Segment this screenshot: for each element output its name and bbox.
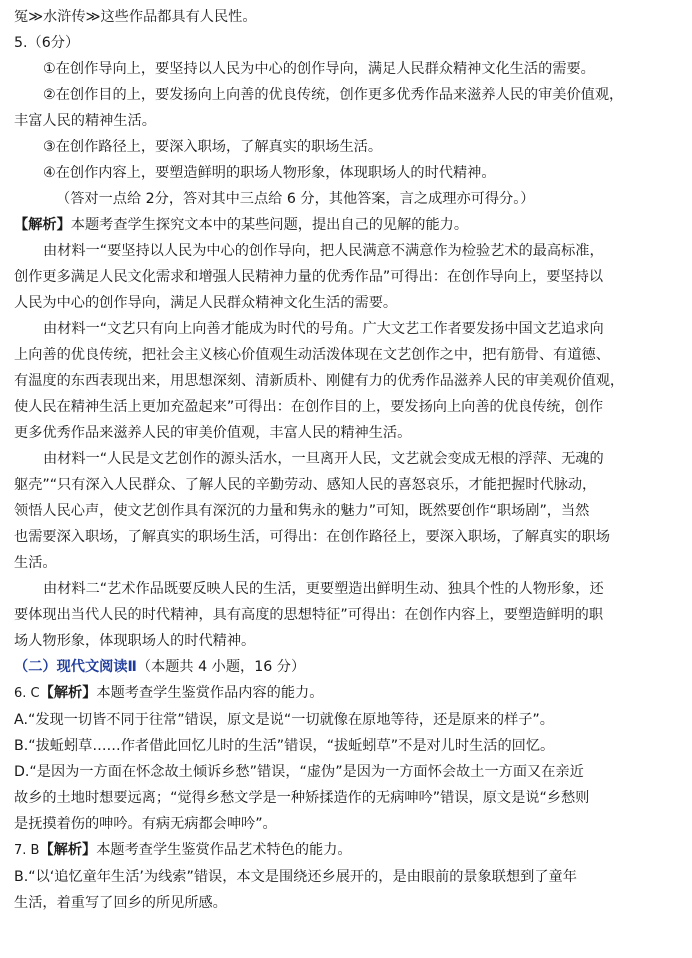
line-text: 生活。 <box>14 555 57 571</box>
text-line <box>14 82 678 108</box>
text-line <box>14 4 678 30</box>
line-text: ①在创作导向上，要坚持以人民为中心的创作导向，满足人民群众精神文化生活的需要。 <box>43 61 595 77</box>
line-text: 本题考查学生探究文本中的某些问题，提出自己的见解的能力。 <box>70 217 469 233</box>
line-text: （答对一点给 2分，答对其中三点给 6 分，其他答案，言之成理亦可得分。） <box>56 191 535 207</box>
text-line <box>14 108 678 134</box>
text-line <box>14 290 678 316</box>
line-text: D.“是因为一方面在怀念故土倾诉乡愁”错误，“虚伪”是因为一方面怀会故土一方面又在亲近 <box>14 764 584 780</box>
line-text: 由材料一“文艺只有向上向善才能成为时代的号角。广大文艺工作者要发扬中国文艺追求向 <box>43 321 604 337</box>
text-line <box>14 30 678 56</box>
line-text: 本题考查学生鉴赏作品内容的能力。 <box>96 685 324 701</box>
text-line <box>14 733 678 759</box>
text-line <box>14 576 678 602</box>
line-text: A.“发现一切皆不同于往常”错误，原文是说“一切就像在原地等待，还是原来的样子”。 <box>14 712 554 728</box>
text-line <box>14 394 678 420</box>
text-line <box>14 498 678 524</box>
text-line <box>14 785 678 811</box>
line-text: 使人民在精神生活上更加充盈起来”可得出：在创作目的上，要发扬向上向善的优良传统，创作 <box>14 399 604 415</box>
text-line <box>14 680 678 707</box>
text-line <box>14 316 678 342</box>
line-text: 5.（6分） <box>14 35 80 51</box>
text-line <box>14 56 678 82</box>
text-line <box>14 550 678 576</box>
text-line <box>14 472 678 498</box>
line-text: 人民为中心的创作导向，满足人民群众精神文化生活的需要。 <box>14 295 398 311</box>
line-text: 更多优秀作品来滋养人民的审美价值观，丰富人民的精神生活。 <box>14 425 412 441</box>
text-line <box>14 160 678 186</box>
line-text: 领悟人民心声，使文艺创作具有深沉的力量和隽永的魅力”可知，既然要创作“职场剧”，当然 <box>14 503 590 519</box>
line-text: 由材料二“艺术作品既要反映人民的生活，更要塑造出鲜明生动、独具个性的人物形象，还 <box>43 581 604 597</box>
analysis-tag: 【解析】 <box>14 217 71 233</box>
text-line <box>14 264 678 290</box>
line-text: B.“拔蚯蚓草……作者借此回忆儿时的生活”错误，“拔蚯蚓草”不是对儿时生活的回忆。 <box>14 738 555 754</box>
text-line <box>14 602 678 628</box>
text-line <box>14 212 678 238</box>
line-text: ④在创作内容上，要塑造鲜明的职场人物形象，体现职场人的时代精神。 <box>43 165 496 181</box>
text-line <box>14 890 678 916</box>
line-text: ③在创作路径上，要深入职场，了解真实的职场生活。 <box>43 139 383 155</box>
line-text: 也需要深入职场，了解真实的职场生活，可得出：在创作路径上，要深入职场，了解真实的职场 <box>14 529 610 545</box>
line-text: ②在创作目的上，要发扬向上向善的优良传统，创作更多优秀作品来滋养人民的审美价值观， <box>43 87 624 103</box>
text-line <box>14 238 678 264</box>
text-line <box>14 707 678 733</box>
text-line <box>14 368 678 394</box>
question-answer: 7. B <box>14 843 40 858</box>
section-heading: （二）现代文阅读Ⅱ <box>14 659 137 675</box>
line-text: （本题共 4 小题，16 分） <box>136 659 306 675</box>
line-text: 要体现出当代人民的时代精神，具有高度的思想特征”可得出：在创作内容上，要塑造鲜明的职 <box>14 607 604 623</box>
text-line <box>14 811 678 837</box>
text-line <box>14 628 678 654</box>
line-text: 有温度的东西表现出来，用思想深刻、清新质朴、刚健有力的优秀作品滋养人民的审美观价值观， <box>14 373 625 389</box>
line-text: 丰富人民的精神生活。 <box>14 113 156 129</box>
question-answer: 6. C <box>14 686 40 701</box>
line-text: 躯壳”“只有深入人民群众、了解人民的辛勤劳动、感知人民的喜怒哀乐，才能把握时代脉动， <box>14 477 597 493</box>
text-line <box>14 524 678 550</box>
line-text: 场人物形象，体现职场人的时代精神。 <box>14 633 256 649</box>
text-line <box>14 654 678 680</box>
analysis-tag: 【解析】 <box>39 685 97 701</box>
text-line <box>14 134 678 160</box>
text-line <box>14 759 678 785</box>
line-text: B.“以‘追忆童年生活’为线索”错误，本文是围绕还乡展开的，是由眼前的景象联想到了童年 <box>14 869 577 885</box>
line-text: 故乡的土地时想要远离；“觉得乡愁文学是一种矫揉造作的无病呻吟”错误，原文是说“乡愁则 <box>14 790 590 806</box>
text-line <box>14 446 678 472</box>
text-line <box>14 864 678 890</box>
line-text: 由材料一“人民是文艺创作的源头活水，一旦离开人民，文艺就会变成无根的浮萍、无魂的 <box>43 451 604 467</box>
line-text: 是抚摸着伤的呻吟。有病无病都会呻吟”。 <box>14 816 277 832</box>
text-line <box>14 342 678 368</box>
line-text: 本题考查学生鉴赏作品艺术特色的能力。 <box>96 842 352 858</box>
text-line <box>14 837 678 864</box>
analysis-tag: 【解析】 <box>39 842 97 858</box>
line-text: 上向善的优良传统，把社会主义核心价值观生动活泼体现在文艺创作之中，把有筋骨、有道德、 <box>14 347 610 363</box>
line-text: 创作更多满足人民文化需求和增强人民精神力量的优秀作品”可得出：在创作导向上，要坚持以 <box>14 269 604 285</box>
text-line <box>14 420 678 446</box>
line-text: 冤≫水浒传≫这些作品都具有人民性。 <box>14 9 257 25</box>
line-text: 由材料一“要坚持以人民为中心的创作导向，把人民满意不满意作为检验艺术的最高标准， <box>43 243 604 259</box>
text-line <box>14 186 678 212</box>
line-text: 生活，着重写了回乡的所见所感。 <box>14 895 227 911</box>
